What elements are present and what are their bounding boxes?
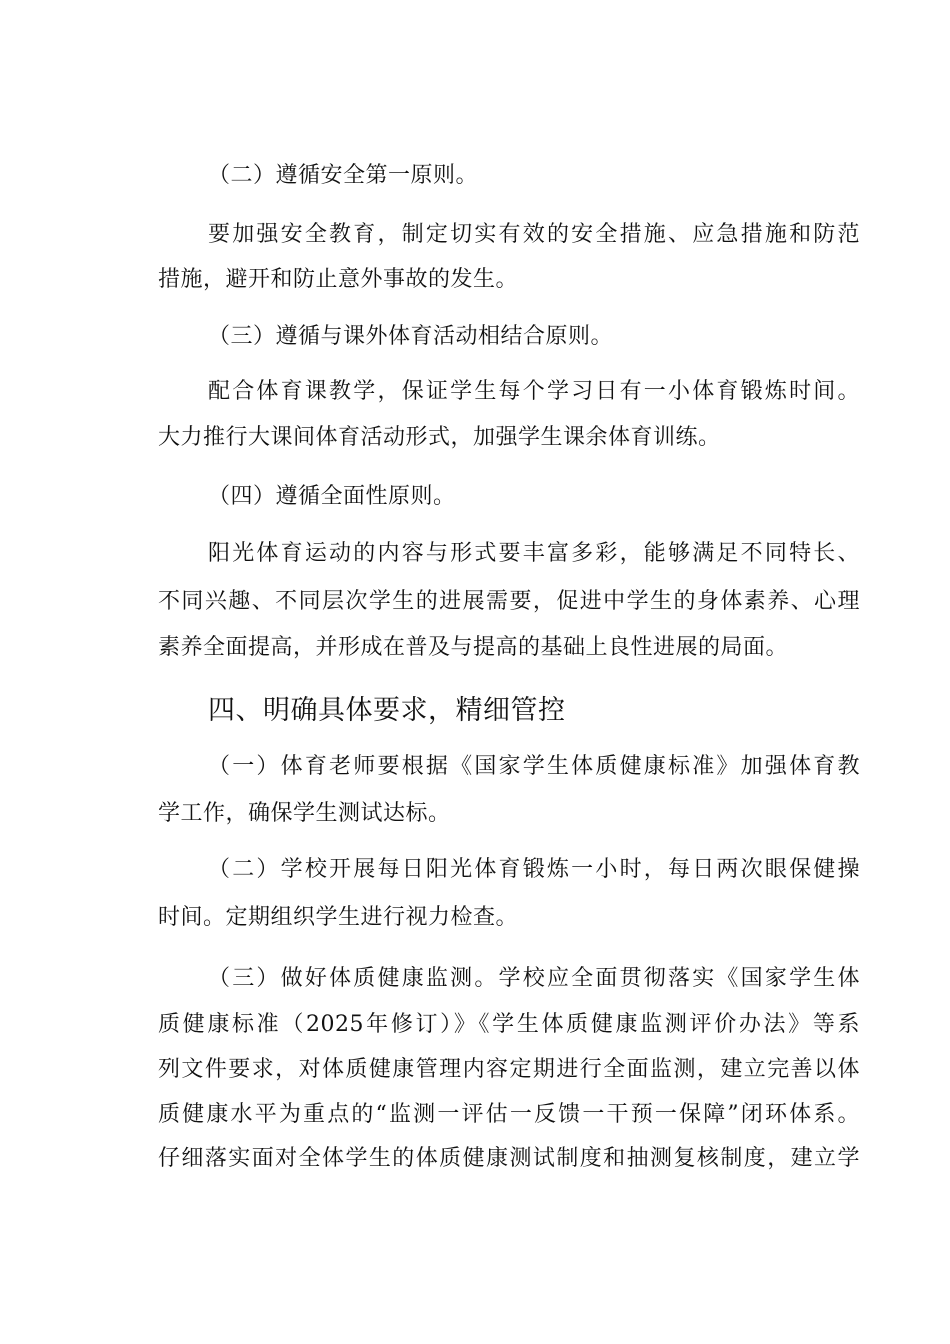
subheading-comprehensive-principle: （四）遵循全面性原则。 (208, 484, 456, 509)
section-heading: 四、明确具体要求，精细管控 (208, 695, 566, 726)
paragraph-line: （三）做好体质健康监测。学校应全面贯彻落实《国家学生体 (208, 966, 860, 991)
paragraph-line: 不同兴趣、不同层次学生的进展需要，促进中学生的身体素养、心理 (158, 589, 860, 614)
subheading-safety-principle: （二）遵循安全第一原则。 (208, 163, 479, 188)
paragraph-line: 配合体育课教学，保证学生每个学习日有一小体育锻炼时间。 (208, 379, 860, 404)
paragraph-line: 质健康水平为重点的“监测一评估一反馈一干预一保障”闭环体系。 (158, 1102, 860, 1127)
paragraph-line: （二）学校开展每日阳光体育锻炼一小时，每日两次眼保健操 (208, 857, 860, 882)
paragraph-line: 列文件要求，对体质健康管理内容定期进行全面监测，建立完善以体 (158, 1057, 860, 1082)
paragraph-line: （一）体育老师要根据《国家学生体质健康标准》加强体育教 (208, 754, 860, 779)
subheading-extracurricular-principle: （三）遵循与课外体育活动相结合原则。 (208, 324, 614, 349)
paragraph-line: 阳光体育运动的内容与形式要丰富多彩，能够满足不同特长、 (208, 541, 860, 566)
paragraph-line: 学工作，确保学生测试达标。 (158, 801, 451, 826)
paragraph-line: 素养全面提高，并形成在普及与提高的基础上良性进展的局面。 (158, 635, 789, 660)
paragraph-line: 时间。定期组织学生进行视力检查。 (158, 905, 519, 930)
paragraph-line: 大力推行大课间体育活动形式，加强学生课余体育训练。 (158, 425, 721, 450)
paragraph-line: 仔细落实面对全体学生的体质健康测试制度和抽测复核制度，建立学 (158, 1146, 860, 1171)
paragraph-line: 质健康标准（2025年修订）》《学生体质健康监测评价办法》等系 (158, 1012, 860, 1037)
paragraph-line: 要加强安全教育，制定切实有效的安全措施、应急措施和防范 (208, 222, 860, 247)
paragraph-line: 措施，避开和防止意外事故的发生。 (158, 267, 519, 292)
